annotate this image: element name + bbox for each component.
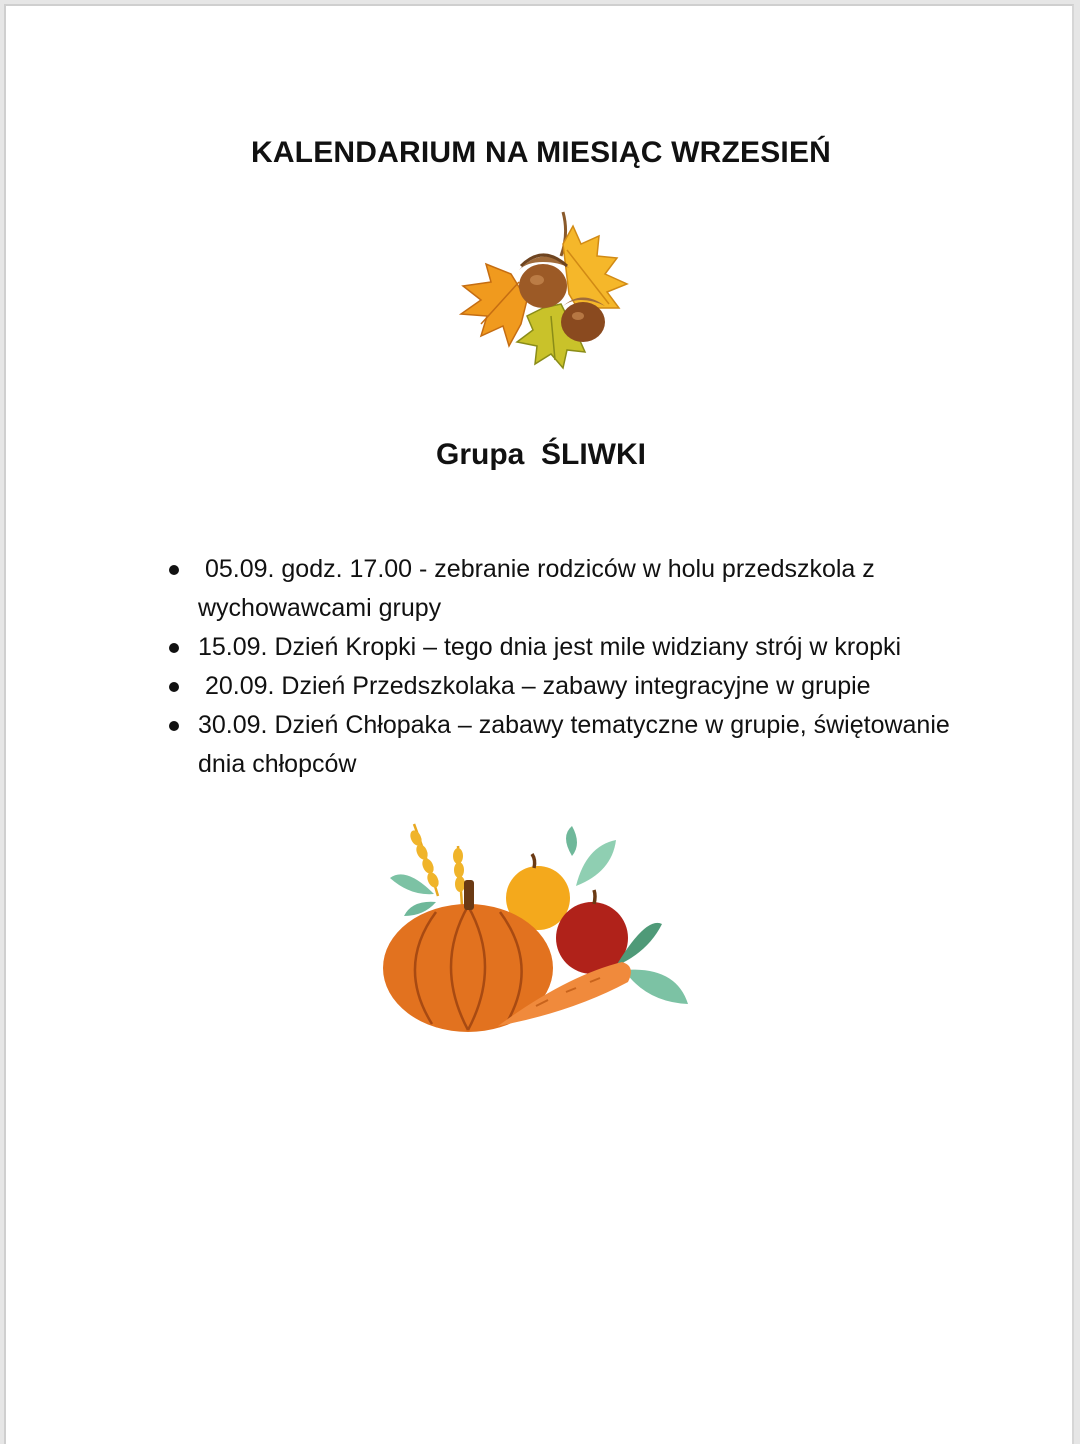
document-page — [4, 4, 1074, 1444]
event-text: 20.09. Dzień Przedszkolaka – zabawy integracyjne w grupie — [198, 672, 871, 700]
list-item — [156, 667, 976, 706]
event-text: 30.09. Dzień Chłopaka – zabawy tematyczne w grupie, świętowanie dnia chłopców — [198, 711, 957, 778]
events-list — [156, 550, 976, 784]
list-item — [156, 550, 976, 628]
bullet-icon — [169, 721, 179, 731]
event-text: 15.09. Dzień Kropki – tego dnia jest mile widziany strój w kropki — [198, 633, 902, 661]
bullet-icon — [169, 643, 179, 653]
document-title: KALENDARIUM NA MIESIĄC WRZESIEŃ — [250, 136, 832, 169]
event-text: 05.09. godz. 17.00 - zebranie rodziców w holu przedszkola z wychowawcami grupy — [198, 555, 882, 622]
list-item — [156, 628, 976, 667]
harvest-illustration — [376, 816, 696, 1041]
bullet-icon — [169, 682, 179, 692]
list-item — [156, 706, 976, 784]
group-heading: Grupa ŚLIWKI — [436, 438, 646, 471]
bullet-icon — [169, 565, 179, 575]
acorns-and-leaves-illustration — [451, 204, 636, 376]
